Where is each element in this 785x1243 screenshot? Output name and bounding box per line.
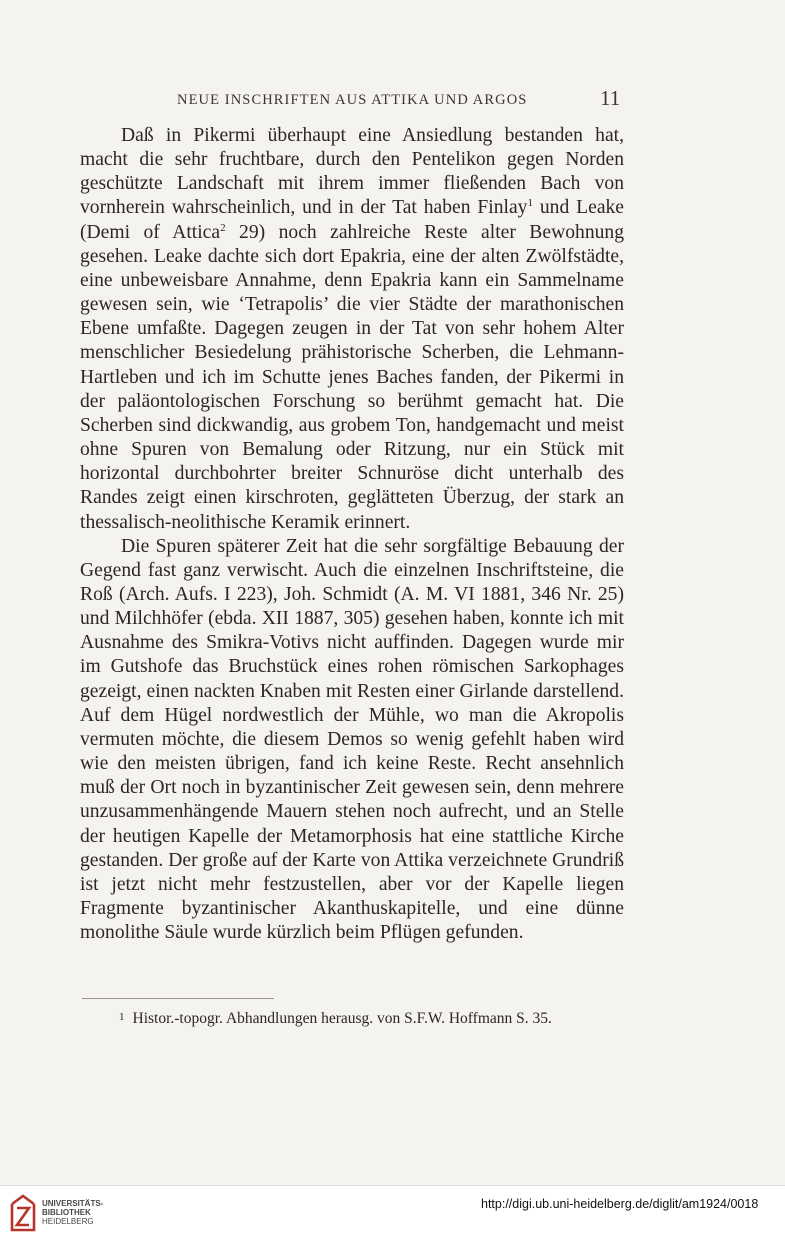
- footnote-text: Histor.-topogr. Abhandlungen herausg. von S.F.W. Hoffmann S. 35.: [132, 1010, 552, 1027]
- paragraph-1-part-a: Daß in Pikermi überhaupt eine Ansiedlung bestanden hat, macht die sehr fruchtbare, durch den Pentelikon gegen Norden geschützte Landschaft mit ihrem immer fließenden Bach von vornherein wahrscheinlich, und in der Tat haben Finlay: [80, 125, 624, 219]
- permalink-url[interactable]: http://digi.ub.uni-heidelberg.de/diglit/am1924/0018: [481, 1197, 759, 1211]
- paragraph-1: [80, 124, 624, 535]
- footnote: [119, 1010, 639, 1028]
- viewer-footer: [0, 1185, 785, 1243]
- page-header: [0, 86, 785, 112]
- paragraph-1-part-c: 29) noch zahlreiche Reste alter Bewohnung gesehen. Leake dachte sich dort Epakria, eine der alten Zwölfstädte, eine unbeweisbare Annahme, denn Epakria kann ein Sammelname gewesen sein, wie ‘Tetrapolis’ die vier Städte der marathonischen Ebene umfaßte. Dagegen zeugen in der Tat von sehr hohem Alter menschlicher Besiedelung prähistorische Scherben, die Lehmann-Hartleben und ich im Schutte jenes Baches fanden, der Pikermi in der paläontologischen Forschung so berühmt gemacht hat. Die Scherben sind dickwandig, aus grobem Ton, handgemacht und meist ohne Spuren von Bemalung oder Ritzung, nur ein Stück mit horizontal durchbohrter breiter Schnuröse dicht unterhalb des Randes zeigt einen kirschroten, geglätteten Überzug, der stark an thessalisch-neolithische Keramik erinnert.: [80, 221, 625, 533]
- footnote-divider: [82, 998, 274, 999]
- page-number: 11: [600, 86, 621, 110]
- library-name-line-2: BIBLIOTHEK: [42, 1208, 91, 1217]
- library-name-line-1: UNIVERSITÄTS-: [42, 1199, 104, 1208]
- library-logo-icon[interactable]: [8, 1192, 38, 1234]
- footnote-mark: 1: [119, 1011, 125, 1023]
- library-name-line-3: HEIDELBERG: [42, 1217, 94, 1226]
- footnote-ref-2: 2: [220, 221, 226, 234]
- paragraph-1-part-b: und Leake (Demi of Attica: [80, 197, 625, 243]
- footnote-ref-1: 1: [527, 197, 533, 210]
- paragraph-2: Die Spuren späterer Zeit hat die sehr sorgfältige Bebauung der Gegend fast ganz verwischt. Auch die einzelnen Inschriftsteine, die Roß (Arch. Aufs. I 223), Joh. Schmidt (A. M. VI 1881, 346 Nr. 25) und Milchhöfer (ebda. XII 1887, 305) gesehen haben, konnte ich mit Ausnahme des Smikra-Votivs nicht auffinden. Dagegen wurde mir im Gutshofe das Bruchstück eines rohen römischen Sarkophages gezeigt, einen nackten Knaben mit Resten einer Girlande darstellend. Auf dem Hügel nordwestlich der Mühle, wo man die Akropolis vermuten möchte, die diesem Demos so wenig gefehlt haben wird wie den meisten übrigen, fand ich keine Reste. Recht ansehnlich muß der Ort noch in byzantinischer Zeit gewesen sein, denn mehrere unzusammenhängende Mauern stehen noch aufrecht, und an Stelle der heutigen Kapelle der Metamorphosis hat eine stattliche Kirche gestanden. Der große auf der Karte von Attika verzeichnete Grundriß ist jetzt nicht mehr festzustellen, aber vor der Kapelle liegen Fragmente byzantinischer Akanthuskapitelle, und eine dünne monolithe Säule wurde kürzlich beim Pflügen gefunden.: [80, 535, 624, 944]
- running-title: NEUE INSCHRIFTEN AUS ATTIKA UND ARGOS: [177, 92, 528, 108]
- library-name[interactable]: [42, 1199, 103, 1226]
- body-text: [80, 124, 624, 945]
